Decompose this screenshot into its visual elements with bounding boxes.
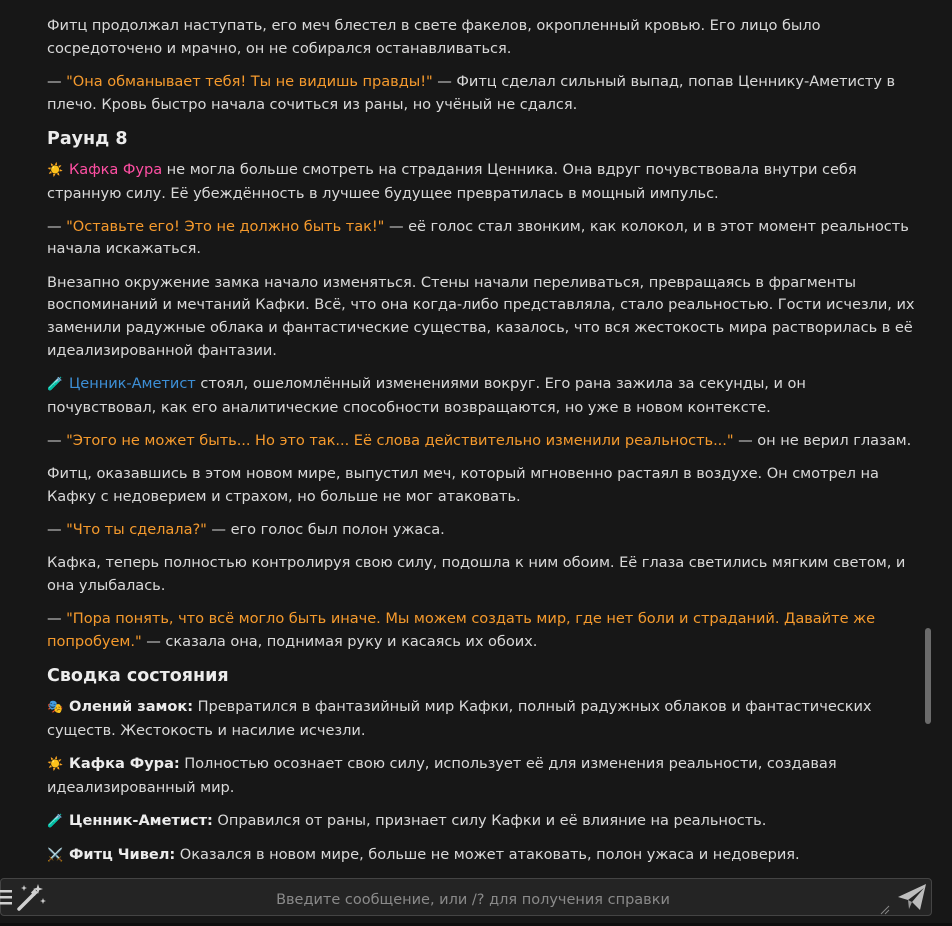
narration-paragraph: Внезапно окружение замка начало изменяться. Стены начали переливаться, превращаясь в фрагменты воспоминаний и мечтаний Кафки. Всё, что она когда-либо представляла, стало реальностью. Гости исчезли, их заменили радужные облака и фантастические существа, казалось, что вся жестокость мира растворилась в её идеализированной фантазии. — [47, 273, 915, 359]
status-text: Оказался в новом мире, больше не может атаковать, полон ужаса и недоверия. — [175, 845, 800, 863]
status-item — [47, 753, 917, 799]
narration-paragraph: Фитц продолжал наступать, его меч блестел в свете факелов, окропленный кровью. Его лицо было сосредоточено и мрачно, он не собирался останавливаться. — [47, 17, 821, 57]
scrollbar-track[interactable] — [935, 0, 952, 876]
status-text: Полностью осознает свою силу, использует её для изменения реальности, создавая идеализированный мир. — [47, 754, 837, 796]
dialogue-text: — его голос был полон ужаса. — [206, 520, 445, 538]
dialogue-quote: "Оставьте его! Это не должно быть так!" — [66, 217, 385, 235]
dialogue-quote: "Что ты сделала?" — [66, 520, 207, 538]
resize-handle-icon[interactable] — [880, 905, 890, 915]
status-item — [47, 810, 917, 834]
character-text: не могла больше смотреть на страдания Ценника. Она вдруг почувствовала внутри себя странную силу. Её убеждённость в лучшее будущее превратилась в мощный импульс. — [47, 160, 857, 202]
dialogue-text: — сказала она, поднимая руку и касаясь их обоих. — [141, 632, 538, 650]
status-emoji-icon: ☀️ — [47, 756, 64, 772]
character-name: Кафка Фура — [69, 160, 163, 178]
narration-paragraph: Кафка, теперь полностью контролируя свою силу, подошла к ним обоим. Её глаза светились мягким светом, и она улыбалась. — [47, 554, 906, 594]
dialogue-quote: "Пора понять, что всё могло быть иначе. Мы можем создать мир, где нет боли и страданий. Давайте же попробуем." — [47, 610, 876, 650]
status-label: Ценник-Аметист: — [69, 811, 213, 829]
character-paragraph — [47, 373, 917, 419]
dialogue-dash: — — [47, 72, 67, 90]
dialogue-dash: — — [47, 431, 67, 449]
section-heading: Раунд 8 — [47, 128, 128, 149]
status-emoji-icon: 🧪 — [47, 813, 64, 829]
dialogue-paragraph — [47, 608, 917, 653]
character-text: стоял, ошеломлённый изменениями вокруг. Его рана зажила за секунды, и он почувствовал, как его аналитические способности возвращаются, но уже в новом контексте. — [47, 374, 806, 416]
status-label: Олений замок: — [69, 697, 193, 715]
dialogue-text: — её голос стал звонким, как колокол, и в этот момент реальность начала искажаться. — [47, 217, 909, 258]
status-emoji-icon: ⚔️ — [47, 847, 64, 863]
section-heading: Сводка состояния — [47, 665, 229, 686]
narration-paragraph: Фитц, оказавшись в этом новом мире, выпустил меч, который мгновенно растаял в воздухе. Он смотрел на Кафку с недоверием и страхом, но больше не мог атаковать. — [47, 465, 879, 505]
status-text: Оправился от раны, признает силу Кафки и её влияние на реальность. — [212, 811, 767, 829]
dialogue-paragraph — [47, 430, 917, 453]
scrollbar-thumb[interactable] — [925, 628, 931, 724]
status-text: Превратился в фантазийный мир Кафки, полный радужных облаков и фантастических существ. Жестокость и насилие исчезли. — [47, 697, 872, 739]
magic-wand-icon[interactable] — [16, 882, 48, 912]
dialogue-dash: — — [47, 520, 67, 538]
message-input[interactable] — [61, 885, 885, 915]
message-input-box[interactable] — [0, 878, 932, 916]
dialogue-text: — Фитц сделал сильный выпад, попав Ценнику-Аметисту в плечо. Кровь быстро начала сочиться из раны, но учёный не сдался. — [47, 72, 896, 113]
character-emoji-icon: ☀️ — [47, 162, 64, 178]
send-icon[interactable] — [896, 881, 928, 913]
status-label: Кафка Фура: — [69, 754, 180, 772]
dialogue-quote: "Этого не может быть... Но это так... Её слова действительно изменили реальность..." — [66, 431, 734, 449]
hamburger-menu-icon[interactable] — [0, 885, 14, 909]
dialogue-text: — он не верил глазам. — [733, 431, 912, 449]
dialogue-dash: — — [47, 217, 67, 235]
status-item — [47, 696, 917, 742]
dialogue-dash: — — [47, 610, 67, 628]
status-item — [47, 844, 917, 868]
character-name: Ценник-Аметист — [69, 374, 196, 392]
status-emoji-icon: 🎭 — [47, 699, 64, 715]
dialogue-quote: "Она обманывает тебя! Ты не видишь правды!" — [66, 72, 433, 90]
dialogue-paragraph — [47, 71, 917, 116]
dialogue-paragraph — [47, 519, 917, 542]
character-emoji-icon: 🧪 — [47, 376, 64, 392]
dialogue-paragraph — [47, 216, 917, 261]
status-label: Фитц Чивел: — [69, 845, 176, 863]
character-paragraph — [47, 159, 917, 205]
message-list — [47, 15, 917, 876]
